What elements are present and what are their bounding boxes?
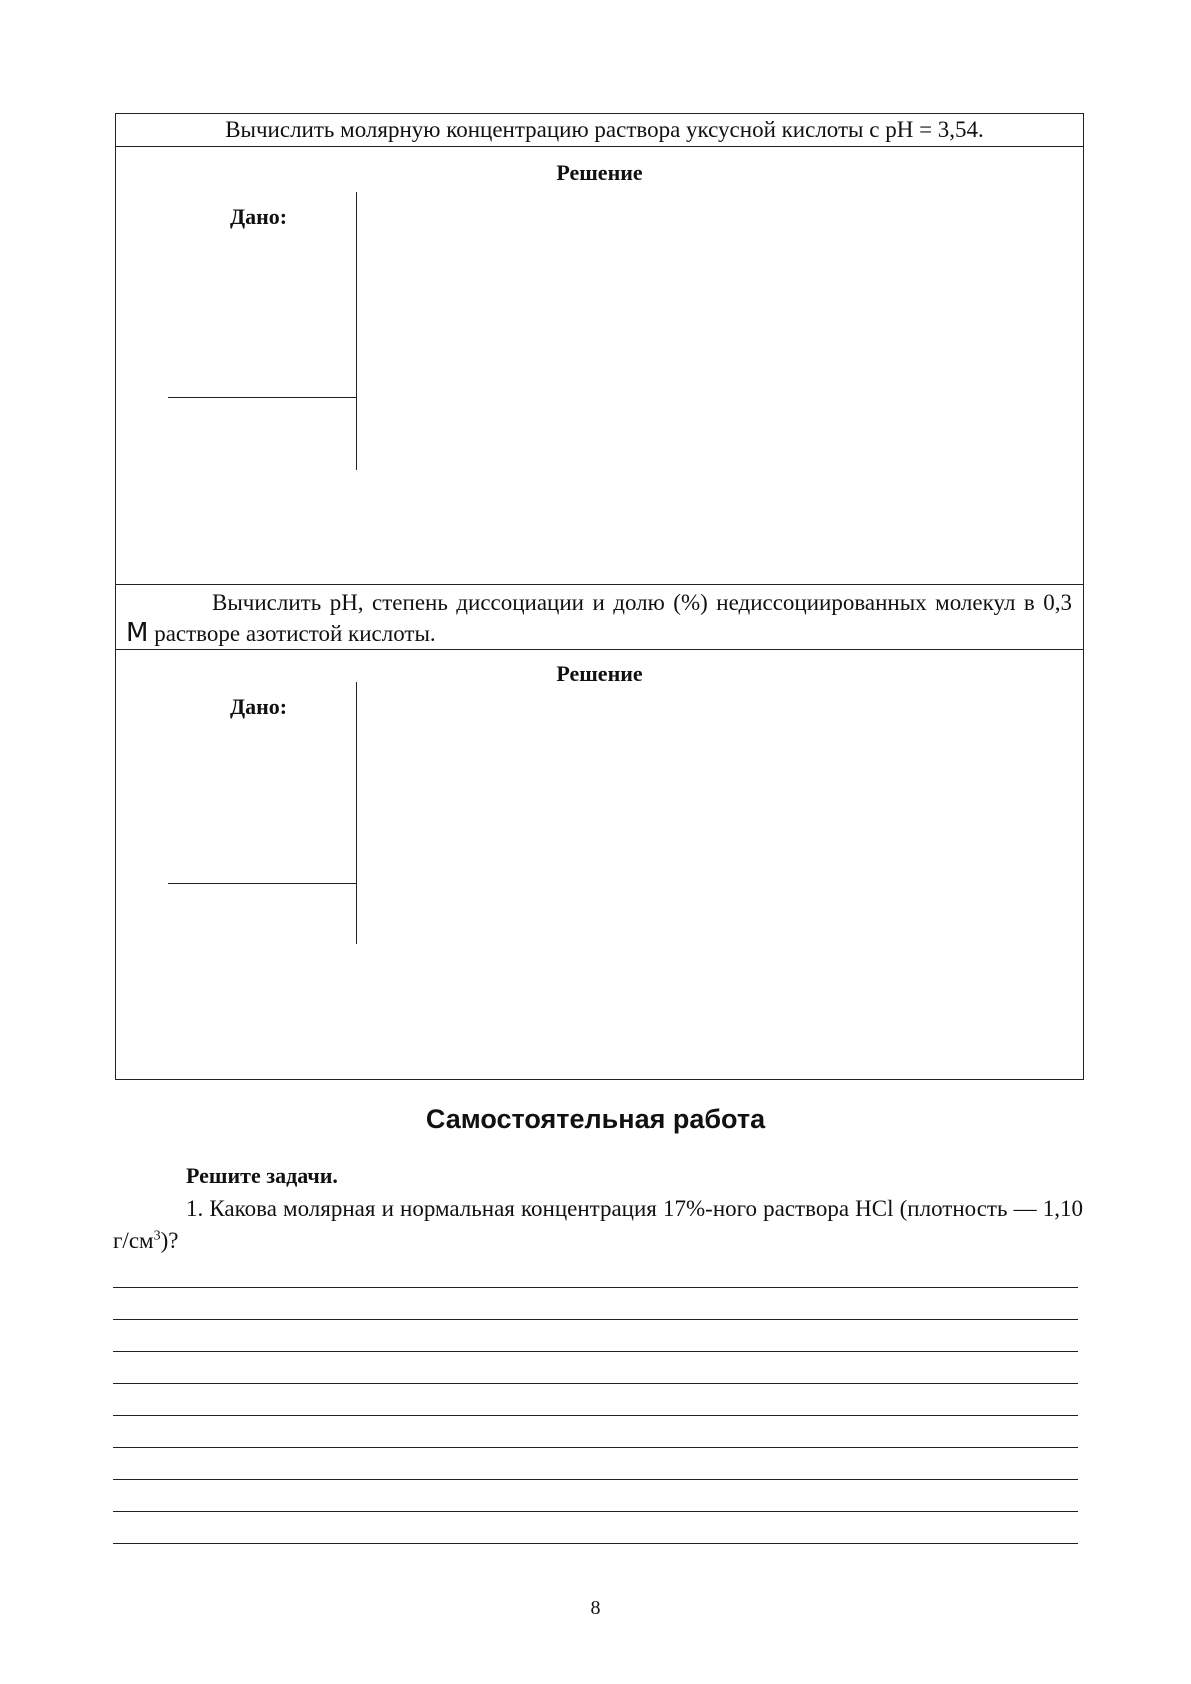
- task2-statement: [116, 585, 1083, 650]
- answer-line: [113, 1447, 1078, 1448]
- task2-text-tail: растворе азотистой кислоты.: [148, 621, 436, 646]
- tasks-heading: Решите задачи.: [186, 1163, 338, 1188]
- task2-text-main: Вычислить pH, степень диссоциации и долю (%) недиссоциированных молекул в 0,3: [212, 590, 1072, 615]
- problem-1-tail: )?: [160, 1228, 179, 1253]
- task2-given-divider-vertical: [356, 682, 357, 944]
- page-number: 8: [590, 1597, 601, 1619]
- problem-1-superscript: 3: [153, 1228, 161, 1244]
- task1-given-label: Дано:: [230, 204, 288, 229]
- task1-statement: [116, 114, 1083, 147]
- task2-solution-area: [116, 650, 1083, 1079]
- task2-solution-title: Решение: [556, 661, 643, 686]
- answer-line: [113, 1287, 1078, 1288]
- task1-solution-title: Решение: [556, 160, 643, 185]
- answer-line: [113, 1415, 1078, 1416]
- answer-line: [113, 1351, 1078, 1352]
- task2-text-unit: М: [126, 618, 149, 648]
- answer-line: [113, 1511, 1078, 1512]
- problem-1-text: 1. Какова молярная и нормальная концентрация 17%-ного раствора HCl (плотность — 1,10 г/см: [113, 1196, 1083, 1253]
- task1-solution-area: [116, 147, 1083, 585]
- task1-text: Вычислить молярную концентрацию раствора уксусной кислоты с pH = 3,54.: [225, 117, 984, 142]
- section-title: Самостоятельная работа: [425, 1104, 766, 1134]
- problem-1: [113, 1193, 1083, 1257]
- answer-line: [113, 1319, 1078, 1320]
- task2-given-divider-horizontal: [168, 883, 357, 884]
- answer-line: [113, 1543, 1078, 1544]
- answer-line: [113, 1383, 1078, 1384]
- answer-line: [113, 1479, 1078, 1480]
- task1-given-divider-horizontal: [168, 397, 357, 398]
- task-table: [115, 113, 1084, 1080]
- task1-given-divider-vertical: [356, 192, 357, 470]
- task2-given-label: Дано:: [230, 694, 288, 719]
